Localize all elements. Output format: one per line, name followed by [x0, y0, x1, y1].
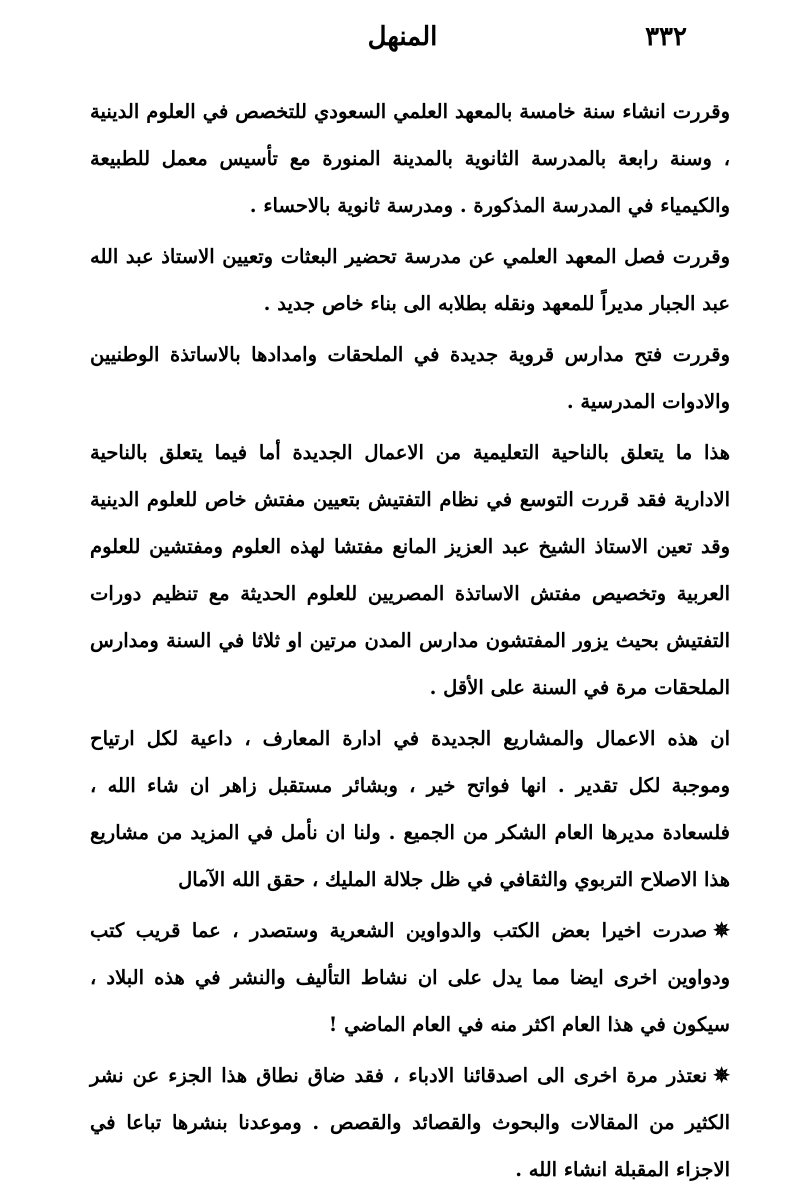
paragraph-3: وقررت فتح مدارس قروية جديدة في الملحقات وامدادها بالاساتذة الوطنيين والادوات المدرسية . — [90, 343, 730, 413]
note-2-text: نعتذر مرة اخرى الى اصدقائنا الادباء ، فقد ضاق نطاق هذا الجزء عن نشر الكثير من المقالات والبحوث والقصائد والقصص . وموعدنا بنشرها تباعا في الاجزاء المقبلة انشاء الله . — [90, 1064, 730, 1181]
page-number: ٣٣٢ — [645, 22, 687, 52]
running-head: المنهل — [367, 22, 438, 52]
page-header — [0, 22, 805, 66]
paragraph-2: وقررت فصل المعهد العلمي عن مدرسة تحضير البعثات وتعيين الاستاذ عبد الله عبد الجبار مديراً للمعهد ونقله بطلابه الى بناء خاص جديد . — [90, 245, 730, 315]
paragraph-4: هذا ما يتعلق بالناحية التعليمية من الاعمال الجديدة أما فيما يتعلق بالناحية الادارية فقد قررت التوسع في نظام التفتيش بتعيين مفتش خاص للعلوم الدينية وقد تعين الاستاذ الشيخ عبد العزيز المانع مفتشا لهذه العلوم ومفتشين للعلوم العربية وتخصيص مفتش الاساتذة المصريين للعلوم الحديثة مع تنظيم دورات التفتيش بحيث يزور المفتشون مدارس المدن مرتين او ثلاثا في السنة ومدارس الملحقات مرة في السنة على الأقل . — [90, 441, 730, 699]
paragraph-1: وقررت انشاء سنة خامسة بالمعهد العلمي السعودي للتخصص في العلوم الدينية ، وسنة رابعة بالمدرسة الثانوية بالمدينة المنورة مع تأسيس معمل للطبيعة والكيمياء في المدرسة المذكورة . ومدرسة ثانوية بالاحساء . — [90, 100, 730, 217]
star-icon: ✵ — [713, 918, 730, 942]
note-2 — [90, 1052, 730, 1193]
star-icon: ✵ — [713, 1063, 730, 1087]
body-text — [90, 88, 730, 1193]
note-1 — [90, 907, 730, 1048]
paragraph-5: ان هذه الاعمال والمشاريع الجديدة في ادارة المعارف ، داعية لكل ارتياح وموجبة لكل تقدير . انها فواتح خير ، وبشائر مستقبل زاهر ان شاء الله ، فلسعادة مديرها العام الشكر من الجميع . ولنا ان نأمل في المزيد من مشاريع هذا الاصلاح التربوي والثقافي في ظل جلالة المليك ، حقق الله الآمال — [90, 727, 730, 891]
note-1-text: صدرت اخيرا بعض الكتب والدواوين الشعرية وستصدر ، عما قريب كتب ودواوين اخرى ايضا مما يدل على ان نشاط التأليف والنشر في هذه البلاد ، سيكون في هذا العام اكثر منه في العام الماضي ! — [90, 919, 730, 1036]
